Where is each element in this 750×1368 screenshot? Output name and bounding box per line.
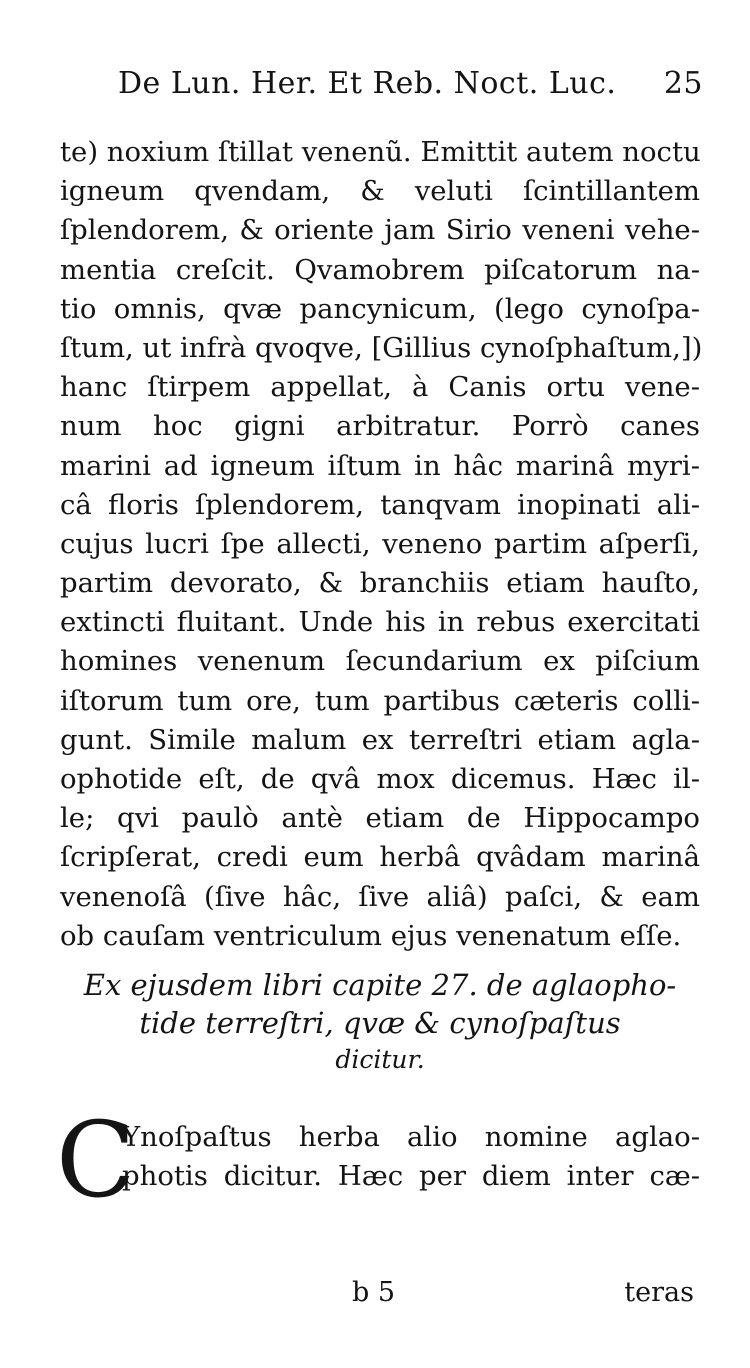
text-line: photis dicitur. Hæc per diem inter cæ- [122,1160,700,1193]
text-line: ſcripſerat, credi eum herbâ qvâdam marinâ [60,841,700,874]
text-line: iſtorum tum ore, tum partibus cæteris colli- [60,684,700,717]
text-line: gunt. Simile malum ex terreſtri etiam agla- [60,723,700,756]
text-line: câ floris ſplendorem, tanqvam inopinati ali- [60,488,700,521]
text-line: le; qvi paulò antè etiam de Hippocampo [60,802,700,835]
text-line: num hoc gigni arbitratur. Porrò canes [60,410,700,443]
signature-mark: b 5 [352,1277,396,1308]
section-heading [60,966,700,1078]
heading-line: tide terreſtri, qvæ & cynoſpaſtus [139,1006,621,1040]
text-line: tio omnis, qvæ pancynicum, (lego cynoſpa- [60,292,700,325]
second-paragraph [122,1118,700,1196]
text-line: partim devorato, & branchiis etiam hauſto, [60,567,700,600]
catchword: teras [624,1277,694,1308]
text-line: homines venenum ſecundarium ex piſcium [60,645,700,678]
text-line: ſplendorem, & oriente jam Sirio veneni vehe- [60,214,700,247]
text-line: cujus lucri ſpe allecti, veneno partim aſperſi, [60,527,700,560]
drop-cap: C [56,1099,136,1221]
text-line: marini ad igneum iſtum in hâc marinâ myri- [60,449,700,482]
heading-line: Ex ejusdem libri capite 27. de aglaopho- [83,968,677,1002]
text-line: ob cauſam ventriculum ejus venenatum eſſe. [60,919,682,952]
text-line: hanc ſtirpem appellat, à Canis ortu vene- [60,371,700,404]
main-paragraph [60,133,703,956]
text-line: igneum qvendam, & veluti ſcintillantem [60,175,700,208]
running-head [118,66,703,101]
text-line: mentia creſcit. Qvamobrem piſcatorum na- [60,253,700,286]
text-line: venenoſâ (ſive hâc, ſive aliâ) paſci, & eam [60,880,700,913]
text-line: ophotide eſt, de qvâ mox dicemus. Hæc il- [60,763,700,795]
heading-line: dicitur. [335,1045,425,1074]
page-number: 25 [663,66,703,101]
running-title: De Lun. Her. Et Reb. Noct. Luc. [118,66,617,101]
text-line: te) noxium ſtillat venenũ. Emittit autem noctu [60,136,701,168]
text-line: extincti fluitant. Unde his in rebus exercitati [60,606,700,639]
text-line: Ynoſpaſtus herba alio nomine aglao- [122,1121,700,1153]
text-line: ſtum, ut infrà qvoqve, [Gillius cynoſphaſtum,]) [60,331,703,364]
